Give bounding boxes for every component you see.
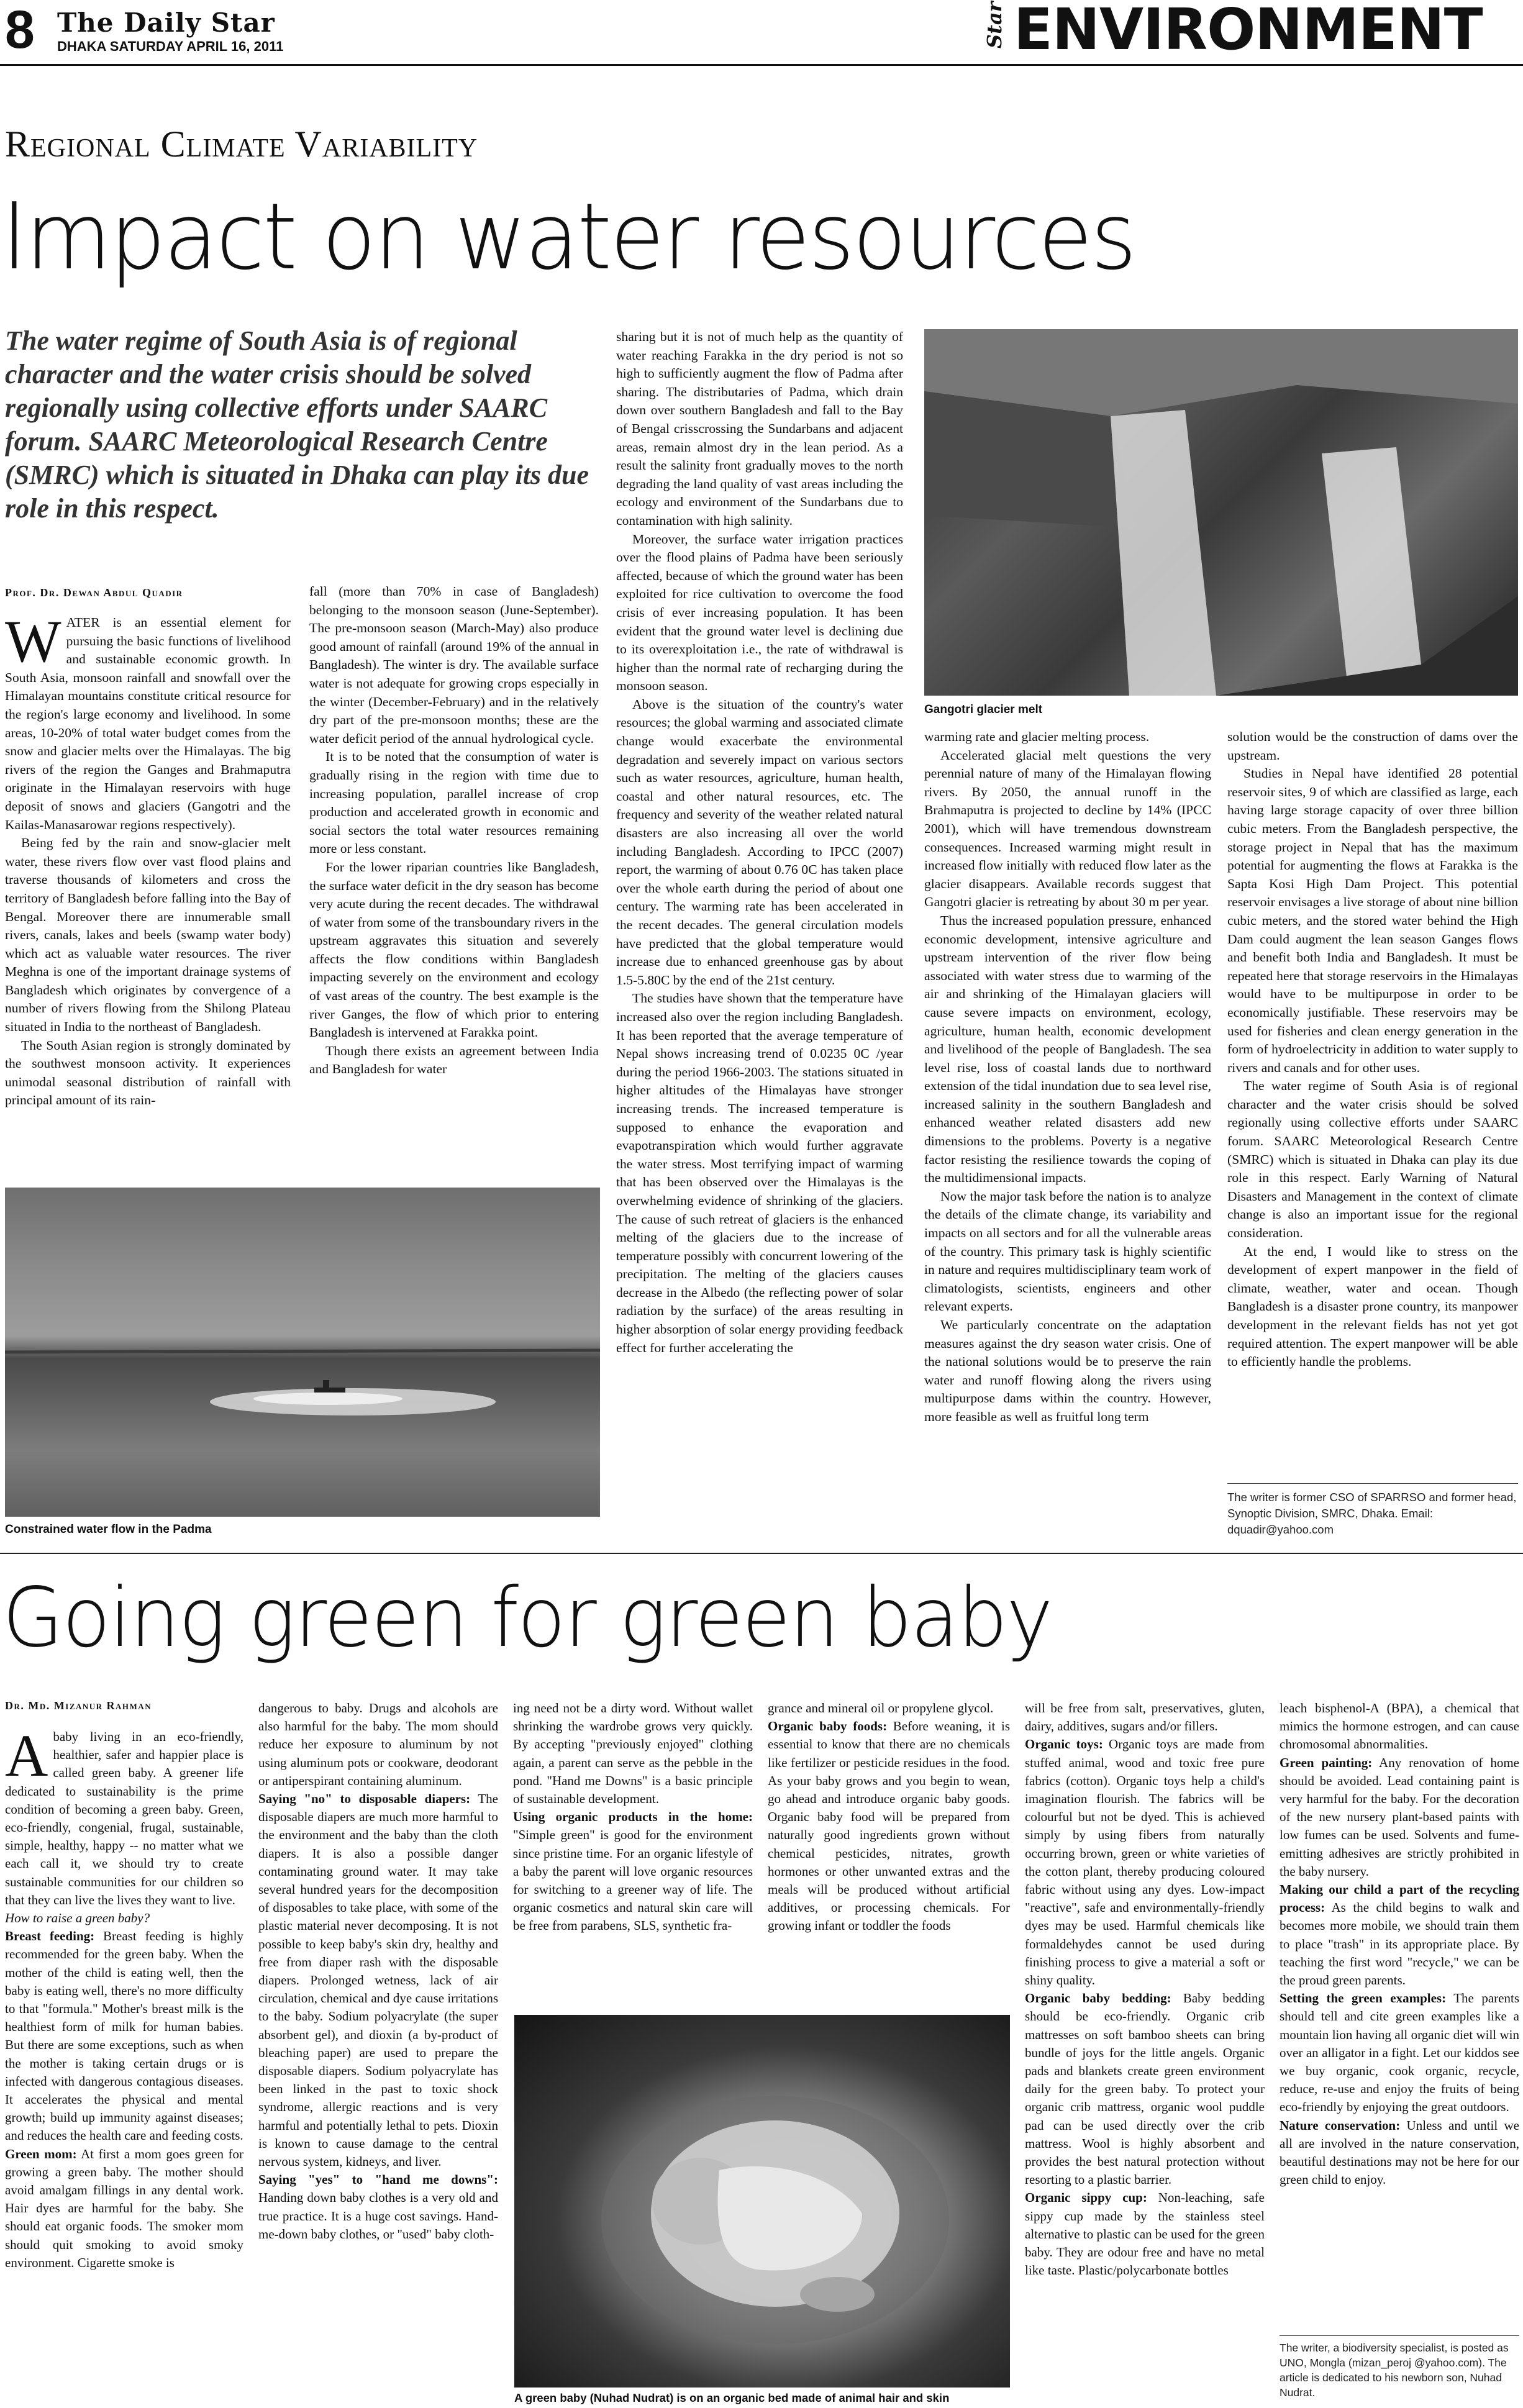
paragraph: Accelerated glacial melt questions the very perennial nature of many of the Himalayan flowing rivers. By 2050, the annual runoff in the Brahmaputra is projected to decline by 14% (IPCC 2001), which will have tremendous downstream consequences. Increased warming might result in increased flow initially with reduced flow later as the glacier disappears. Available records suggest that Gangotri glacier is retreating by about 30 m per year.: [924, 747, 1211, 910]
author-note: The writer, a biodiversity specialist, is posted as UNO, Mongla (mizan_peroj @yahoo.com). The article is dedicated to his newborn son, Nuhad Nudrat.: [1280, 2342, 1509, 2399]
paragraph: Any renovation of home should be avoided. Lead containing paint is very harmful for the baby. For the decoration of the new nursery plant-based paints with low fumes can be used. Solvents and fume-emitting adhesives are strictly prohibited in the baby nursery.: [1280, 1755, 1519, 1879]
paragraph: As the child begins to walk and becomes more mobile, we should train them to place "trash" in its appropriate place. By teaching the first word "recycle," we can be the proud green parents.: [1280, 1900, 1519, 1988]
dateline: DHAKA SATURDAY APRIL 16, 2011: [57, 39, 284, 54]
paragraph: Breast feeding is highly recommended for the green baby. When the mother of the child is eating well, then the baby is eating well, there's no more difficulty to that "formula." Mother's breast milk is the healthiest form of milk for human babies. But there are some exceptions, such as when the mother is taking certain drugs or is infected with dangerous contagious diseases. It accelerates the physical and mental growth; build up immunity against diseases; and reduces the health care and feeding costs.: [5, 1929, 243, 2143]
paragraph: baby living in an eco-friendly, healthier, safer and happier place is called green baby. A greener life dedicated to sustainability is the prime condition of becoming a green baby. Green, eco-friendly, congenial, frugal, sustainable, simple, healthy, happy -- no matter what we each call it, we should try to create sustainable communities for our children so that they can live the lives they want to live.: [5, 1729, 243, 1907]
photo-caption: A green baby (Nuhad Nudrat) is on an organic bed made of animal hair and skin: [514, 2391, 950, 2404]
green-baby-photo: [514, 2015, 1010, 2388]
subheading: Setting the green examples:: [1280, 1991, 1447, 2006]
subheading: Saying "no" to disposable diapers:: [258, 1791, 471, 1807]
paragraph: For the lower riparian countries like Bangladesh, the surface water deficit in the dry season has become very acute during the recent decades. The withdrawal of water from some of the transboundary rivers in the upstream aggravates this situation and severely affects the flow conditions within Bangladesh impacting severely on the environment and ecology of vast areas of the country. The best example is the river Ganges, the flow of which prior to entering Bangladesh is intervened at Farakka point.: [309, 859, 599, 1040]
paragraph: Non-leaching, safe sippy cup made by the stainless steel alternative to plastic can be used for the green baby. They are odour free and have no metal like taste. Plastic/polycarbonate bottles: [1025, 2190, 1265, 2278]
divider: [1227, 1483, 1518, 1484]
paragraph: warming rate and glacier melting process.: [924, 729, 1150, 744]
paragraph: At the end, I would like to stress on the development of expert manpower in the field of climate, weather, water and ocean. Though Bangladesh is a disaster prone country, its manpower development in the relevant fields has not yet got required attention. The expert manpower will be able to efficiently handle the problems.: [1227, 1243, 1518, 1370]
paragraph: The studies have shown that the temperature have increased also over the region including Bangladesh. It has been reported that the average temperature of Nepal shows increasing trend of 0.0235 0C /year during the period 1966-2003. The stations situated in higher altitudes of the Himalayas have stronger increasing trends. The increased temperature is supposed to enhance the evaporation and evapotranspiration which would further aggravate the water stress. Most terrifying impact of warming that has been observed over the Himalayas is the overwhelming evidence of shrinking of the glaciers. The cause of such retreat of glaciers is the enhanced melting of the glaciers due to the increase of temperature possibly with concurrent lowering of the precipitation. The melting of the glaciers causes decrease in the Albedo (the reflecting power of solar radiation by the surface) of the areas resulting in higher absorption of solar energy providing feedback effect for further accelerating the: [616, 991, 903, 1355]
subheading: Saying "yes" to "hand me downs":: [258, 2172, 498, 2188]
paragraph: The South Asian region is strongly dominated by the southwest monsoon activity. It experiences unimodal seasonal distribution of rainfall with principal amount of its rain-: [5, 1037, 291, 1108]
author-byline: Dr. Md. Mizanur Rahman: [5, 1699, 152, 1712]
subheading: Breast feeding:: [5, 1929, 95, 1944]
subheading: How to raise a green baby?: [5, 1910, 150, 1926]
subheading: Green painting:: [1280, 1755, 1373, 1770]
page-number: 8: [5, 0, 35, 60]
photo-caption: Gangotri glacier melt: [924, 703, 1043, 716]
star-section-logo: Star: [983, 1, 1006, 48]
padma-river-photo: [5, 1188, 600, 1517]
paragraph: will be free from salt, preservatives, gluten, dairy, additives, sugars and/or fillers.: [1025, 1701, 1265, 1734]
paragraph: Thus the increased population pressure, enhanced economic development, intensive agriculture and upstream intervention of the river flow being associated with water stress due to warming of the air and shrinking of the Himalayan glaciers will cause severe impacts on environment, ecology, agriculture, human health, economic development and livelihood of the people of Bangladesh. The sea level rise, loss of coastal lands due to northward extension of the tidal inundation due to sea level rise, increased salinity in the southern Bangladesh and enhanced weather related disasters add new dimensions to the problems. Poverty is a negative factor resisting the resilience towards the coping of the multidimensional impacts.: [924, 912, 1211, 1186]
divider: [1280, 2335, 1519, 2336]
river-scene: [5, 1188, 600, 1517]
section-divider: [0, 1553, 1523, 1554]
section-title: ENVIRONMENT: [1014, 0, 1483, 63]
article2-column-5: [1025, 1699, 1265, 2405]
paragraph: Before weaning, it is essential to know that there are no chemicals like fertilizer or pesticide residues in the food. As your baby grows and you begin to wean, go ahead and introduce organic baby goods. Organic baby food will be prepared from naturally good ingredients grown without chemical pesticides, nitrates, growth hormones or other unwanted extras and the meals will be produced without artificial additives, or processing chemicals. For growing infant or toddler the foods: [768, 1719, 1010, 1933]
newspaper-logo: The Daily Star: [57, 7, 275, 38]
drop-cap: W: [5, 614, 61, 675]
drop-cap: A: [5, 1728, 48, 1789]
baby-scene: [514, 2015, 1010, 2388]
paragraph: Baby bedding should be eco-friendly. Organic crib mattresses on soft bamboo sheets can bring bundle of joys for the little angels. Organic pads and blankets create green environment daily for the green baby. To protect your organic crib mattress, organic wool puddle pad can be used directly over the crib mattress. Wool is highly absorbent and provides the best natural protection without resorting to a plastic barrier.: [1025, 1991, 1265, 2188]
paragraph: Being fed by the rain and snow-glacier melt water, these rivers flow over vast flood plains and traverse thousands of kilometers and cross the territory of Bangladesh before falling into the Bay of Bengal. Moreover there are innumerable small rivers, canals, lakes and beels (swamp water body) which act as valuable water resources. The river Meghna is one of the important drainage systems of Bangladesh which originates by convergence of a number of rivers flowing from the Shilong Plateau situated in India to the northeast of Bangladesh.: [5, 835, 291, 1035]
paragraph: Organic toys are made from stuffed animal, wood and toxic free pure fabrics (cotton). Organic toys help a child's imagination flourish. The fabrics will be colourful but not be dyed. This is achieved simply by using fibers from naturally occurring brown, green or white varieties of the cotton plant, thereby producing coloured fabric without using any dyes. Low-impact "reactive", safe and environmentally-friendly dyes may be used. Harmful chemicals like formaldehydes cannot be used during finishing process to give a material a soft or shiny quality.: [1025, 1737, 1265, 1988]
subheading: Green mom:: [5, 2146, 77, 2161]
paragraph: ATER is an essential element for pursuing the basic functions of livelihood and sustainable economic growth. In South Asia, monsoon rainfall and snowfall over the Himalayan mountains constitute critical resource for the region's large economy and livelihood. In some areas, 10-20% of total water budget comes from the snow and glacier melts over the Himalayas. The big rivers of the region the Ganges and Brahmaputra originate in the Himalayan reservoirs with huge deposit of snows and glaciers (Gangotri and the Kailas-Manasarowar regions respectively).: [5, 615, 291, 832]
article2-column-3: [513, 1699, 753, 2010]
subheading: Organic sippy cup:: [1025, 2190, 1147, 2206]
paragraph: "Simple green" is good for the environment since pristine time. For an organic lifestyle of a baby the parent will love organic resources for switching to a greener way of life. The organic cosmetics and natural skin care will be free from parabens, SLS, synthetic fra-: [513, 1827, 753, 1933]
paragraph: grance and mineral oil or propylene glycol.: [768, 1701, 994, 1715]
paragraph: The water regime of South Asia is of regional character and the water crisis should be solved regionally using collective efforts under SAARC forum. SAARC Meteorological Research Centre (SMRC) which is situated in Dhaka can play its due role in this respect. Early Warning of Natural Disasters and Management in the context of climate change is also an important issue for the regional consideration.: [1227, 1078, 1518, 1241]
article2-column-4: [768, 1699, 1010, 2010]
paragraph: leach bisphenol-A (BPA), a chemical that mimics the hormone estrogen, and can cause chromosomal abnormalities.: [1280, 1701, 1519, 1752]
paragraph: fall (more than 70% in case of Bangladesh) belonging to the monsoon season (June-September). The pre-monsoon season (March-May) also produce good amount of rainfall (around 19% of the annual in Bangladesh). The winter is dry. The available surface water is not adequate for growing crops especially in the winter (December-February) and in the relatively dry part of the pre-monsoon months; these are the water deficit period of the annual hydrological cycle.: [309, 584, 599, 746]
article1-column-2: [309, 583, 599, 1179]
paragraph: The disposable diapers are much more harmful to the environment and the baby than the cloth diapers. It is also a possible danger contaminating ground water. It may take several hundred years for the decomposition of disposables to take place, with some of the plastic material never decomposing. It is not possible to keep baby's skin dry, healthy and free from diaper rash with the disposable diapers. Prolonged wetness, lack of air circulation, chemical and dye cause irritations to the baby. Sodium polyacrylate (the super absorbent gel), and dioxin (a by-product of bleaching paper) are used to prepare the disposable diapers. Sodium polyacrylate has been linked in the past to toxic shock syndrome, allergic reactions and is very harmful and potentially lethal to pets. Dioxin is known to cause damage to the central nervous system, kidneys, and liver.: [258, 1791, 498, 2169]
subheading: Organic baby bedding:: [1025, 1991, 1171, 2006]
paragraph: At first a mom goes green for growing a green baby. The mother should avoid amalgam fillings in any dental work. Hair dyes are harmful for the baby. She should eat organic foods. The smoker mom should quit smoking to avoid smoky environment. Cigarette smoke is: [5, 2146, 243, 2270]
subheading: Using organic products in the home:: [513, 1809, 753, 1825]
subheading: Making our child a part of the recycling process:: [1280, 1882, 1519, 1915]
gangotri-glacier-photo: [924, 329, 1518, 696]
paragraph: sharing but it is not of much help as the quantity of water reaching Farakka in the dry period is not so high to sufficiently augment the flow of Padma after sharing. The distributaries of Padma, which drain down over southern Bangladesh and fall to the Bay of Bengal crisscrossing the Sundarbans and adjacent areas, remain almost dry in the lean period. As a result the salinity front gradually moves to the north degrading the land quality of vast areas including the ecology and environment of the Sundarbans due to contamination with high salinity.: [616, 329, 903, 528]
subheading: Organic toys:: [1025, 1737, 1103, 1752]
article1-column-4: [924, 728, 1211, 1548]
paragraph: dangerous to baby. Drugs and alcohols are also harmful for the baby. The mom should reduce her exposure to aluminum by not using aluminum pots or cookware, deodorant or antiperspirant containing aluminum.: [258, 1701, 498, 1788]
masthead: [0, 0, 1523, 66]
photo-caption: Constrained water flow in the Padma: [5, 1523, 212, 1536]
article1-column-3: [616, 328, 903, 1548]
article-kicker: Regional Climate Variability: [5, 124, 478, 165]
article1-column-1: [5, 614, 291, 1179]
standfirst: The water regime of South Asia is of regional character and the water crisis should be solved regionally using collective efforts under SAARC forum. SAARC Meteorological Research Centre (SMRC) which is situated in Dhaka can play its due role in this respect.: [5, 325, 589, 524]
paragraph: Now the major task before the nation is to analyze the details of the climate change, its variability and impacts on all sectors and for all the vulnerable areas of the country. This primary task is highly scientific in nature and requires multidisciplinary team work of climatologists, scientists, engineers and other relevant experts.: [924, 1188, 1211, 1314]
waterfall-scene: [924, 329, 1518, 696]
paragraph: Above is the situation of the country's water resources; the global warming and associated climate change would exacerbate the environmental degradation and severely impact on various sectors such as water resources, agriculture, human health, coastal and other natural resources, etc. The frequency and severity of the weather related natural disasters are also increasing all over the world including Bangladesh. According to IPCC (2007) report, the warming of about 0.76 0C has taken place over the whole earth during the period of about one century. The warming rate has been accelerated in the recent decades. The general circulation models have predicted that the global temperature would increase due to enhanced greenhouse gas by about 1.5-5.80C by the end of the 21st century.: [616, 696, 903, 988]
paragraph: Handing down baby clothes is a very old and true practice. It is a huge cost savings. Hand-me-down baby clothes, or "used" baby cloth-: [258, 2190, 498, 2242]
subheading: Organic baby foods:: [768, 1719, 888, 1734]
paragraph: Unless and until we all are involved in the nature conservation, beautiful destinations may not be here for our green child to enjoy.: [1280, 2117, 1519, 2188]
author-note: The writer is former CSO of SPARRSO and former head, Synoptic Division, SMRC, Dhaka. Email: dquadir@yahoo.com: [1227, 1491, 1517, 1536]
article-headline: Going green for green baby: [2, 1570, 1052, 1666]
article2-column-6: [1280, 1699, 1519, 2320]
author-byline: Prof. Dr. Dewan Abdul Quadir: [5, 586, 183, 599]
article1-column-5: [1227, 728, 1518, 1481]
article2-column-1: [5, 1728, 243, 2405]
paragraph: Studies in Nepal have identified 28 potential reservoir sites, 9 of which are classified as large, each having large storage capacity of over three billion cubic meters. From the Bangladesh perspective, the storage project in Nepal that has the maximum potential for augmenting the flows at Farakka is the Sapta Kosi High Dam Project. This potential reservoir envisages a live storage of about nine billion cubic meters, and the stored water behind the High Dam could augment the lean season Ganges flows and benefit both India and Bangladesh. It must be repeated here that storage reservoirs in the Himalayas would have to be multipurpose in order to be economically justifiable. These reservoirs may be used for fisheries and clean energy generation in the form of hydroelectricity in addition to water supply to rivers and canals and for other uses.: [1227, 766, 1518, 1075]
paragraph: The parents should tell and cite green examples like a mountain lion having all organic diet will win over an alligator in a fight. Let our kiddos see we buy organic, cook organic, recycle, reduce, re-use and enjoy the fruits of being eco-friendly by enjoying the great outdoors.: [1280, 1991, 1519, 2115]
paragraph: Moreover, the surface water irrigation practices over the flood plains of Padma have been seriously affected, because of which the ground water has been exploited for rice cultivation to overcome the food crisis of ever increasing population. It has been evident that the ground water level is declining due to its overexploitation i.e., the rate of withdrawal is higher than the normal rate of recharging during the monsoon season.: [616, 531, 903, 694]
paragraph: We particularly concentrate on the adaptation measures against the dry season water crisis. One of the national solutions would be to preserve the rain water and runoff flowing along the rivers using multipurpose dams within the country. However, more feasible as well as fruitful long term: [924, 1317, 1211, 1424]
paragraph: Though there exists an agreement between India and Bangladesh for water: [309, 1043, 599, 1077]
article2-column-2: [258, 1699, 498, 2405]
article-headline: Impact on water resources: [1, 183, 1135, 290]
paragraph: solution would be the construction of dams over the upstream.: [1227, 729, 1518, 763]
subheading: Nature conservation:: [1280, 2117, 1401, 2133]
paragraph: It is to be noted that the consumption of water is gradually rising in the region with time due to increasing population, parallel increase of crop production and accelerated growth in economic and social sectors the total water resources remaining more or less constant.: [309, 749, 599, 856]
paragraph: ing need not be a dirty word. Without wallet shrinking the wardrobe grows very quickly. By accepting "previously enjoyed" clothing again, a parent can serve as the pebble in the pond. "Hand me Downs" is a basic principle of sustainable development.: [513, 1701, 753, 1807]
